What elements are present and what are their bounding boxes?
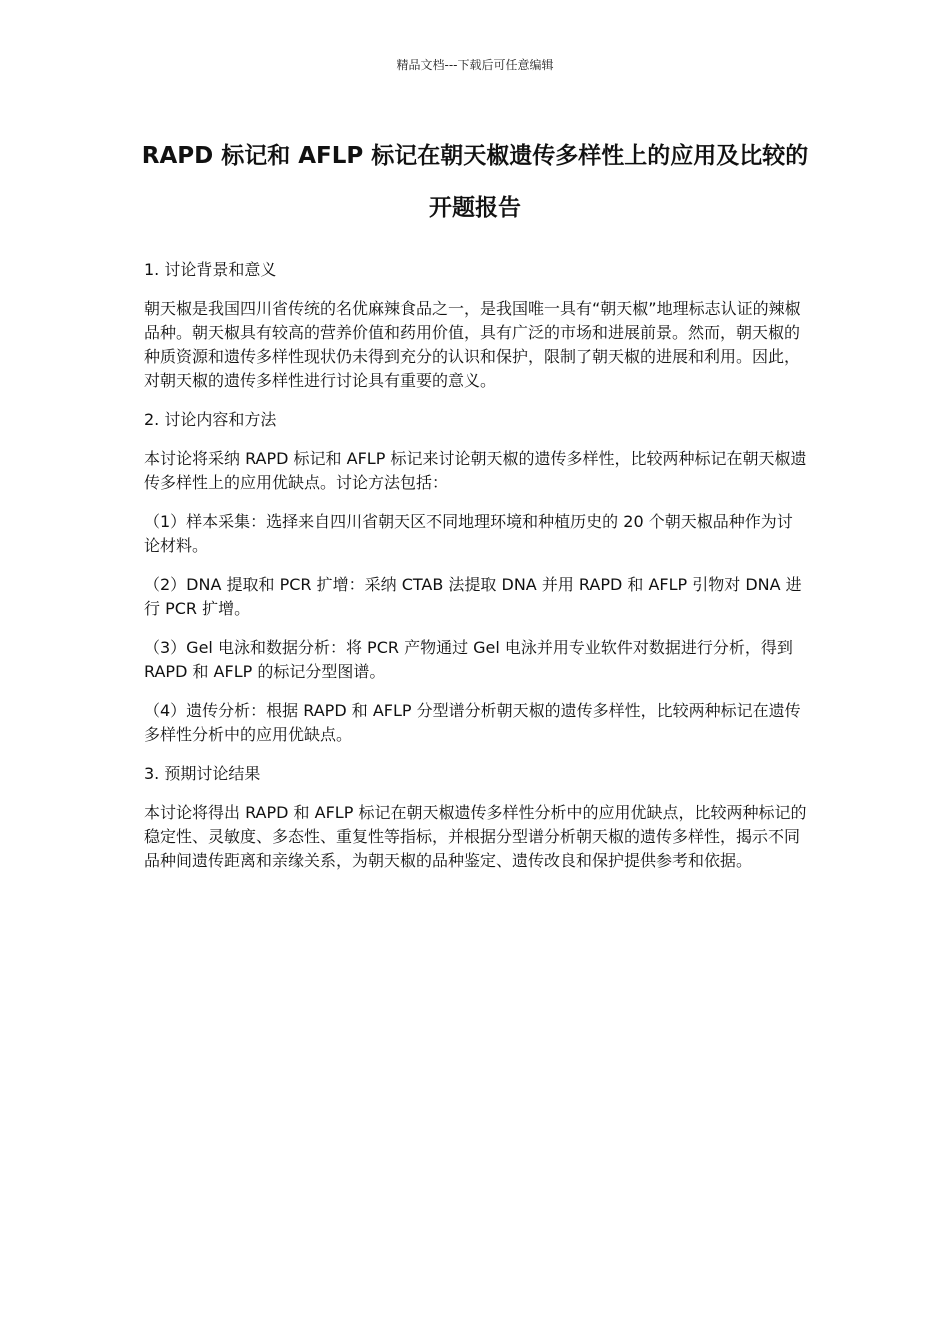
- paragraph: （2）DNA 提取和 PCR 扩增：采纳 CTAB 法提取 DNA 并用 RAPD 和 AFLP 引物对 DNA 进行 PCR 扩增。: [144, 575, 802, 618]
- page-header: 精品文档---下载后可任意编辑: [396, 58, 554, 72]
- paragraph: 本讨论将得出 RAPD 和 AFLP 标记在朝天椒遗传多样性分析中的应用优缺点，比较两种标记的稳定性、灵敏度、多态性、重复性等指标，并根据分型谱分析朝天椒的遗传多样性，揭示不同品种间遗传距离和亲缘关系，为朝天椒的品种鉴定、遗传改良和保护提供参考和依据。: [144, 803, 807, 870]
- document-title: RAPD 标记和 AFLP 标记在朝天椒遗传多样性上的应用及比较的开题报告: [141, 143, 809, 221]
- paragraph: （3）Gel 电泳和数据分析：将 PCR 产物通过 Gel 电泳并用专业软件对数据进行分析，得到 RAPD 和 AFLP 的标记分型图谱。: [144, 638, 793, 681]
- paragraph: （1）样本采集：选择来自四川省朝天区不同地理环境和种植历史的 20 个朝天椒品种作为讨论材料。: [144, 512, 793, 555]
- section-heading-methods: 2. 讨论内容和方法: [144, 410, 277, 429]
- paragraph: （4）遗传分析：根据 RAPD 和 AFLP 分型谱分析朝天椒的遗传多样性，比较两种标记在遗传多样性分析中的应用优缺点。: [144, 701, 801, 744]
- section-heading-background: 1. 讨论背景和意义: [144, 260, 277, 279]
- document-body: [144, 258, 808, 888]
- section-heading-expected-results: 3. 预期讨论结果: [144, 764, 261, 783]
- paragraph: 本讨论将采纳 RAPD 标记和 AFLP 标记来讨论朝天椒的遗传多样性，比较两种标记在朝天椒遗传多样性上的应用优缺点。讨论方法包括：: [144, 449, 807, 492]
- paragraph: 朝天椒是我国四川省传统的名优麻辣食品之一，是我国唯一具有“朝天椒”地理标志认证的辣椒品种。朝天椒具有较高的营养价值和药用价值，具有广泛的市场和进展前景。然而，朝天椒的种质资源和遗传多样性现状仍未得到充分的认识和保护，限制了朝天椒的进展和利用。因此，对朝天椒的遗传多样性进行讨论具有重要的意义。: [144, 299, 801, 390]
